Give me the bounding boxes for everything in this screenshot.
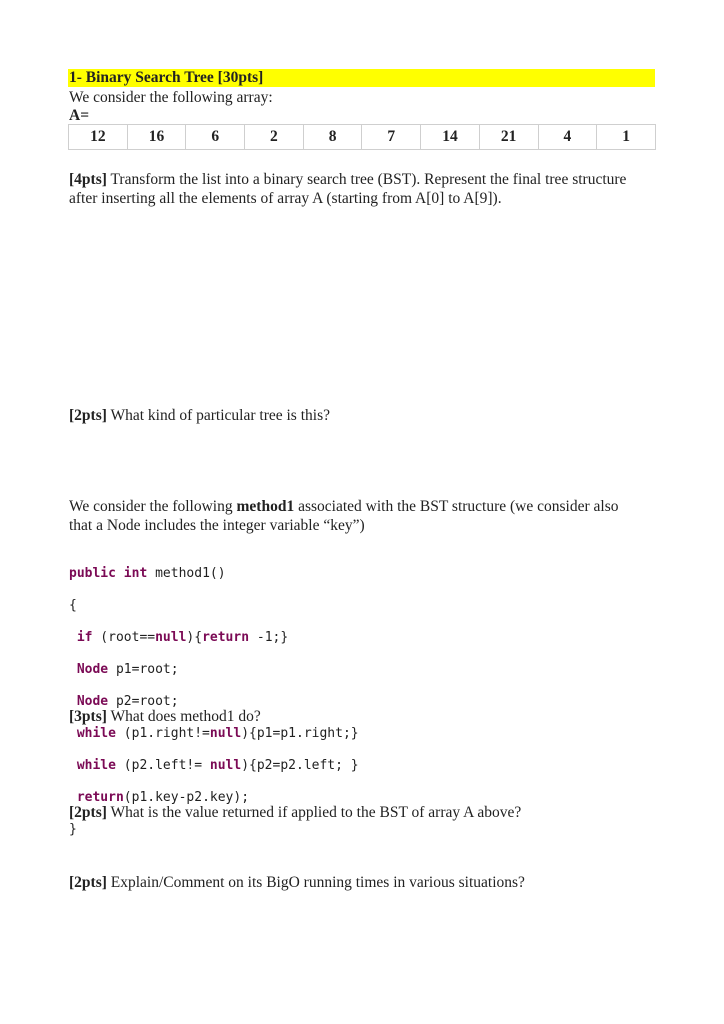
array-cell: 21 <box>479 125 538 150</box>
array-cell: 7 <box>362 125 421 150</box>
question-2-text: What kind of particular tree is this? <box>106 407 330 424</box>
code-line: if (root==null){return -1;} <box>76 630 289 645</box>
question-5 <box>69 873 689 892</box>
method-intro <box>69 497 669 535</box>
question-3 <box>69 707 669 726</box>
question-4 <box>69 803 689 822</box>
code-line: public int method1() <box>69 566 226 581</box>
array-cell: 1 <box>597 125 656 150</box>
array-row <box>69 125 656 150</box>
method-intro-post: associated with the BST structure (we consider also <box>294 498 619 515</box>
question-2 <box>69 406 669 425</box>
question-3-text: What does method1 do? <box>106 708 261 725</box>
question-4-text: What is the value returned if applied to the BST of array A above? <box>106 804 522 821</box>
question-4-points: [2pts] <box>69 804 107 821</box>
code-line: while (p1.right!=null){p1=p1.right;} <box>76 726 359 741</box>
method-name: method1 <box>236 498 295 515</box>
question-1-text-cont: after inserting all the elements of array A (starting from A[0] to A[9]). <box>69 190 502 207</box>
code-line: { <box>69 598 77 613</box>
array-table <box>68 124 656 150</box>
array-cell: 4 <box>538 125 597 150</box>
code-line: Node p2=root; <box>76 694 179 709</box>
method-intro-pre: We consider the following <box>69 498 237 515</box>
array-label: A= <box>69 107 90 124</box>
question-1-text: Transform the list into a binary search tree (BST). Represent the final tree structure <box>106 171 627 188</box>
question-5-text: Explain/Comment on its BigO running times in various situations? <box>106 874 525 891</box>
array-cell: 2 <box>245 125 304 150</box>
array-cell: 16 <box>127 125 186 150</box>
code-line: } <box>69 822 77 837</box>
array-cell: 14 <box>421 125 480 150</box>
question-1-points: [4pts] <box>69 171 107 188</box>
array-cell: 8 <box>303 125 362 150</box>
intro-text: We consider the following array: <box>69 89 273 106</box>
code-line: while (p2.left!= null){p2=p2.left; } <box>76 758 359 773</box>
section-title: 1- Binary Search Tree [30pts] <box>69 69 264 86</box>
array-cell: 6 <box>186 125 245 150</box>
array-cell: 12 <box>69 125 128 150</box>
section-title-highlight <box>68 69 655 87</box>
method-intro-line2: that a Node includes the integer variable “key”) <box>69 517 365 534</box>
question-3-points: [3pts] <box>69 708 107 725</box>
question-1 <box>69 170 669 208</box>
code-line: Node p1=root; <box>76 662 179 677</box>
question-2-points: [2pts] <box>69 407 107 424</box>
code-line: return(p1.key-p2.key); <box>76 790 250 805</box>
question-5-points: [2pts] <box>69 874 107 891</box>
